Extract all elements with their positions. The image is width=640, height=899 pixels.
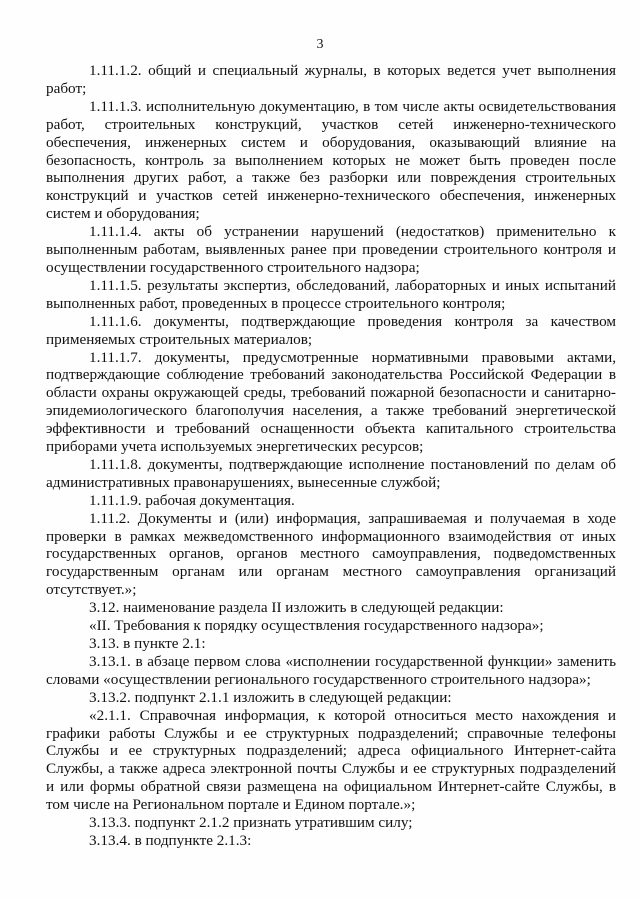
paragraph-1-11-1-7: 1.11.1.7. документы, предусмотренные нормативными правовыми актами, подтверждающие соблюдение требований законодательства Российской Федерации в области охраны окружающей среды, требований пожарной безопасности и санитарно-эпидемиологического благополучия населения, а также требований энергетической эффективности и требований оснащенности объекта капитального строительства приборами учета используемых энергетических ресурсов; xyxy=(46,348,616,456)
paragraph-1-11-1-6: 1.11.1.6. документы, подтверждающие проведения контроля за качеством применяемых строительных материалов; xyxy=(46,312,616,348)
paragraph-1-11-1-9: 1.11.1.9. рабочая документация. xyxy=(89,491,295,509)
page-number: 3 xyxy=(316,37,324,52)
paragraph-1-11-2: 1.11.2. Документы и (или) информация, запрашиваемая и получаемая в ходе проверки в рамках межведомственного информационного взаимодействия от иных государственных органов, органов местного самоуправления, подведомственных государственным органам или органам местного самоуправления организаций отсутствует.»; xyxy=(46,509,616,599)
paragraph-3-12: 3.12. наименование раздела II изложить в следующей редакции: xyxy=(89,599,504,617)
paragraph-3-13-3: 3.13.3. подпункт 2.1.2 признать утратившим силу; xyxy=(89,814,413,832)
paragraph-1-11-1-2: 1.11.1.2. общий и специальный журналы, в которых ведется учет выполнения работ; xyxy=(46,62,616,97)
document-body xyxy=(46,62,616,850)
paragraph-1-11-1-4: 1.11.1.4. акты об устранении нарушений (недостатков) применительно к выполненным работам, выявленных ранее при проведении строительного контроля и осуществлении государственного строительного надзора; xyxy=(46,223,616,276)
paragraph-3-13-2: 3.13.2. подпункт 2.1.1 изложить в следующей редакции: xyxy=(89,688,452,706)
paragraph-3-13-1: 3.13.1. в абзаце первом слова «исполнении государственной функции» заменить словами «осуществлении регионального государственного строительного надзора»; xyxy=(46,652,616,688)
paragraph-3-13-4: 3.13.4. в подпункте 2.1.3: xyxy=(89,831,252,849)
paragraph-1-11-1-8: 1.11.1.8. документы, подтверждающие исполнение постановлений по делам об административных правонарушениях, вынесенные службой; xyxy=(46,455,616,491)
paragraph-section-ii-title: «II. Требования к порядку осуществления государственного надзора»; xyxy=(89,617,544,635)
paragraph-1-11-1-3: 1.11.1.3. исполнительную документацию, в том числе акты освидетельствования работ, строительных конструкций, участков сетей инженерно-технического обеспечения, инженерных систем и оборудования, оказывающий влияние на безопасность, контроль за выполнением которых не может быть проведен после выполнения других работ, а также без разборки или повреждения строительных конструкций и участков сетей инженерно-технического обеспечения, инженерных систем и оборудования; xyxy=(46,97,616,223)
paragraph-3-13: 3.13. в пункте 2.1: xyxy=(89,635,206,652)
paragraph-1-11-1-5: 1.11.1.5. результаты экспертиз, обследований, лабораторных и иных испытаний выполненных работ, проведенных в процессе строительного контроля; xyxy=(46,276,616,312)
paragraph-2-1-1: «2.1.1. Справочная информация, к которой относиться место нахождения и графики работы Службы и ее структурных подразделений; справочные телефоны Службы и ее структурных подразделений; адреса официального Интернет-сайта Службы, а также адреса электронной почты Службы и ее структурных подразделений и или формы обратной связи размещена на официальном Интернет-сайте Службы, в том числе на Региональном портале и Едином портале.»; xyxy=(46,706,616,814)
